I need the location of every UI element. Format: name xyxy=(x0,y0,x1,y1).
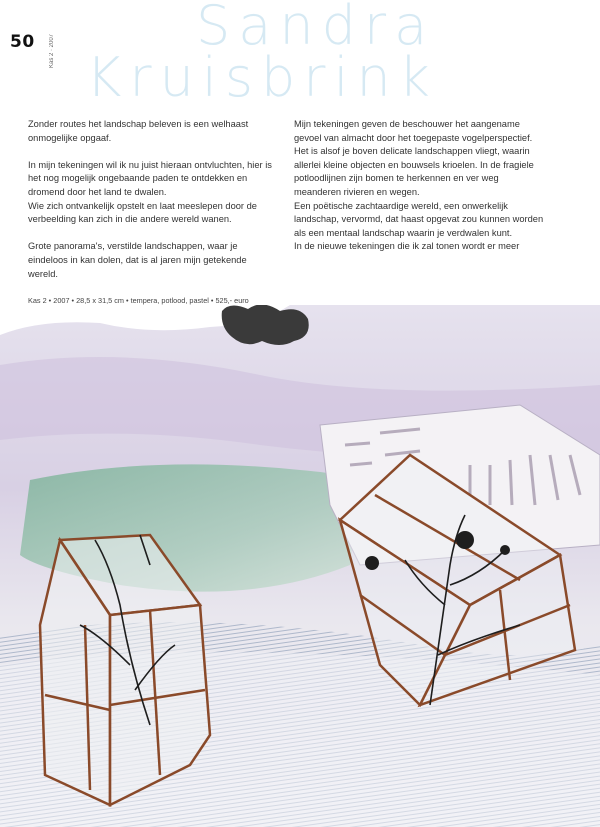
artwork-image xyxy=(0,305,600,827)
artist-name-header xyxy=(86,0,596,112)
article-column-right xyxy=(294,118,544,254)
article-column-left xyxy=(28,118,278,295)
paragraph: Wie zich ontvankelijk opstelt en laat meeslepen door de verbeelding kan zich in die andere wereld wanen. xyxy=(28,200,257,225)
paragraph: Grote panorama's, verstilde landschappen, waar je eindeloos in kan dolen, dat is al jaren mijn getekende wereld. xyxy=(28,241,247,279)
paragraph: Het is alsof je boven delicate landschappen vliegt, waarin allerlei kleine objecten en bouwsels krioelen. In de fragiele potloodlijnen zijn bomen te herkennen en ver weg meanderen rivieren en wegen. xyxy=(294,146,534,197)
paragraph: Mijn tekeningen geven de beschouwer het aangename gevoel van almacht door het toegepaste vogelperspectief. xyxy=(294,119,533,143)
paragraph: Zonder routes het landschap beleven is een welhaast onmogelijke opgaaf. xyxy=(28,119,249,143)
page-number: 50 xyxy=(10,32,35,52)
paragraph: In mijn tekeningen wil ik nu juist hieraan ontvluchten, hier is het nog mogelijk ongebaande paden te ontdekken en dromend door het land te dwalen. xyxy=(28,159,272,197)
paragraph: Een poëtische zachtaardige wereld, een onwerkelijk landschap, vervormd, dat haast opgevat zou kunnen worden als een mentaal landschap waarin je verdwalen kunt. xyxy=(294,200,544,238)
dark-shrub xyxy=(222,305,309,345)
spine-text: Kas 2 · 2007 xyxy=(49,33,55,68)
artwork-caption: Kas 2 • 2007 • 28,5 x 31,5 cm • tempera, potlood, pastel • 525,- euro xyxy=(28,296,249,305)
artist-first-name: Sandra xyxy=(196,0,436,57)
paragraph: In de nieuwe tekeningen die ik zal tonen wordt er meer xyxy=(294,241,520,252)
artist-last-name: Kruisbrink xyxy=(86,46,438,109)
